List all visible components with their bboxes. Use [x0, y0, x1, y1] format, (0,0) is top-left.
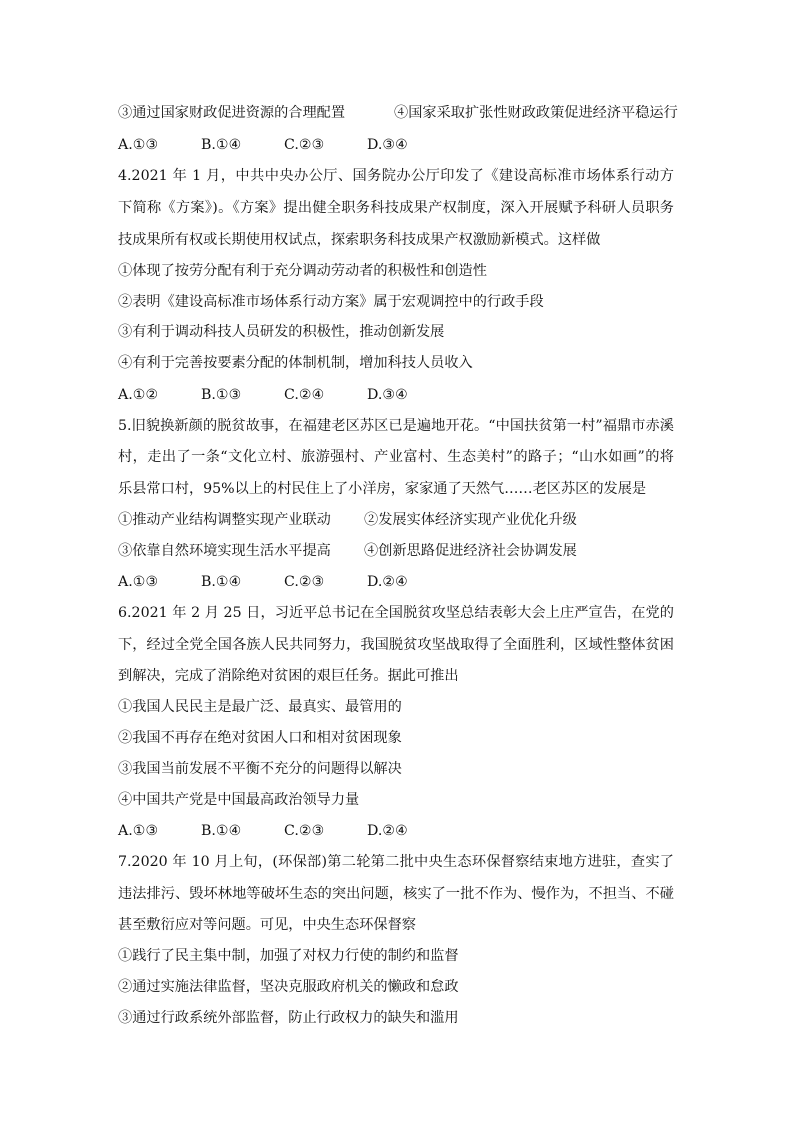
q4-stem-line-3: 技成果所有权或长期使用权试点，探索职务科技成果产权激励新模式。这样做 — [118, 232, 601, 248]
q5-items-row-1 — [118, 510, 577, 530]
q6-stem-line-1: 6.2021 年 2 月 25 日，习近平总书记在全国脱贫攻坚总结表彰大会上庄严宣告，在党的 — [118, 605, 674, 621]
q3-item-3: ③通过国家财政促进资源的合理配置 — [118, 105, 346, 121]
q3-options — [118, 135, 408, 155]
q6-stem-line-2: 下，经过全党全国各族人民共同努力，我国脱贫攻坚战取得了全面胜利，区域性整体贫困 — [118, 637, 674, 653]
q4-option-c: C.②④ — [284, 387, 325, 403]
q6-item-2: ②我国不再存在绝对贫困人口和相对贫困现象 — [118, 730, 402, 746]
q6-item-1: ①我国人民民主是最广泛、最真实、最管用的 — [118, 699, 402, 715]
q5-option-c: C.②③ — [284, 574, 325, 590]
q4-option-a: A.①② — [118, 387, 159, 403]
q5-options — [118, 572, 408, 592]
q3-option-b: B.①④ — [201, 137, 242, 153]
q4-stem-line-2: 下简称《方案》)。《方案》提出健全职务科技成果产权制度，深入开展赋予科研人员职务 — [118, 200, 674, 216]
q5-option-a: A.①③ — [118, 574, 159, 590]
q4-stem-line-1: 4.2021 年 1 月，中共中央办公厅、国务院办公厅印发了《建设高标准市场体系行动方 — [118, 168, 674, 184]
q5-stem-line-2: 村，走出了一条“文化立村、旅游强村、产业富村、生态美村”的路子；“山水如画”的将 — [118, 449, 674, 465]
q6-option-a: A.①③ — [118, 823, 159, 839]
q3-item-4: ④国家采取扩张性财政政策促进经济平稳运行 — [394, 105, 678, 121]
q7-stem-line-3: 甚至敷衍应对等问题。可见，中央生态环保督察 — [118, 917, 416, 933]
q6-option-b: B.①④ — [201, 823, 242, 839]
q6-options — [118, 821, 408, 841]
q4-options — [118, 385, 408, 405]
q4-item-4: ④有利于完善按要素分配的体制机制，增加科技人员收入 — [118, 355, 473, 371]
q7-stem-line-1: 7.2020 年 10 月上旬，(环保部)第二轮第二批中央生态环保督察结束地方进驻，查实了 — [118, 854, 674, 870]
q7-item-2: ②通过实施法律监督，坚决克服政府机关的懒政和怠政 — [118, 979, 459, 995]
q4-item-3: ③有利于调动科技人员研发的积极性，推动创新发展 — [118, 324, 445, 340]
q5-item-2: ②发展实体经济实现产业优化升级 — [364, 512, 577, 528]
q5-option-d: D.②④ — [367, 574, 408, 590]
q5-option-b: B.①④ — [201, 574, 242, 590]
q6-option-c: C.②③ — [284, 823, 325, 839]
q5-stem-line-3: 乐县常口村，95%以上的村民住上了小洋房，家家通了天然气……老区苏区的发展是 — [118, 481, 647, 497]
q3-option-c: C.②③ — [284, 137, 325, 153]
q4-item-1: ①体现了按劳分配有利于充分调动劳动者的积极性和创造性 — [118, 263, 487, 279]
q5-items-row-2 — [118, 541, 577, 561]
q4-option-d: D.③④ — [367, 387, 408, 403]
q6-option-d: D.②④ — [367, 823, 408, 839]
q7-item-1: ①践行了民主集中制，加强了对权力行使的制约和监督 — [118, 948, 459, 964]
q7-stem-line-2: 违法排污、毁坏林地等破坏生态的突出问题，核实了一批不作为、慢作为，不担当、不碰 — [118, 886, 674, 902]
q4-item-2: ②表明《建设高标准市场体系行动方案》属于宏观调控中的行政手段 — [118, 294, 544, 310]
q5-item-1: ①推动产业结构调整实现产业联动 — [118, 512, 331, 528]
q6-item-4: ④中国共产党是中国最高政治领导力量 — [118, 792, 360, 808]
q5-item-4: ④创新思路促进经济社会协调发展 — [364, 543, 577, 559]
q6-stem-line-3: 到解决，完成了消除绝对贫困的艰巨任务。据此可推出 — [118, 668, 459, 684]
q3-option-d: D.③④ — [367, 137, 408, 153]
q6-item-3: ③我国当前发展不平衡不充分的问题得以解决 — [118, 761, 402, 777]
q5-stem-line-1: 5.旧貌换新颜的脱贫故事，在福建老区苏区已是遍地开花。“中国扶贫第一村”福鼎市赤溪 — [118, 418, 674, 434]
q3-option-a: A.①③ — [118, 137, 159, 153]
q4-option-b: B.①③ — [201, 387, 242, 403]
q7-item-3: ③通过行政系统外部监督，防止行政权力的缺失和滥用 — [118, 1010, 459, 1026]
q5-item-3: ③依靠自然环境实现生活水平提高 — [118, 543, 331, 559]
q3-items-line — [118, 103, 678, 123]
